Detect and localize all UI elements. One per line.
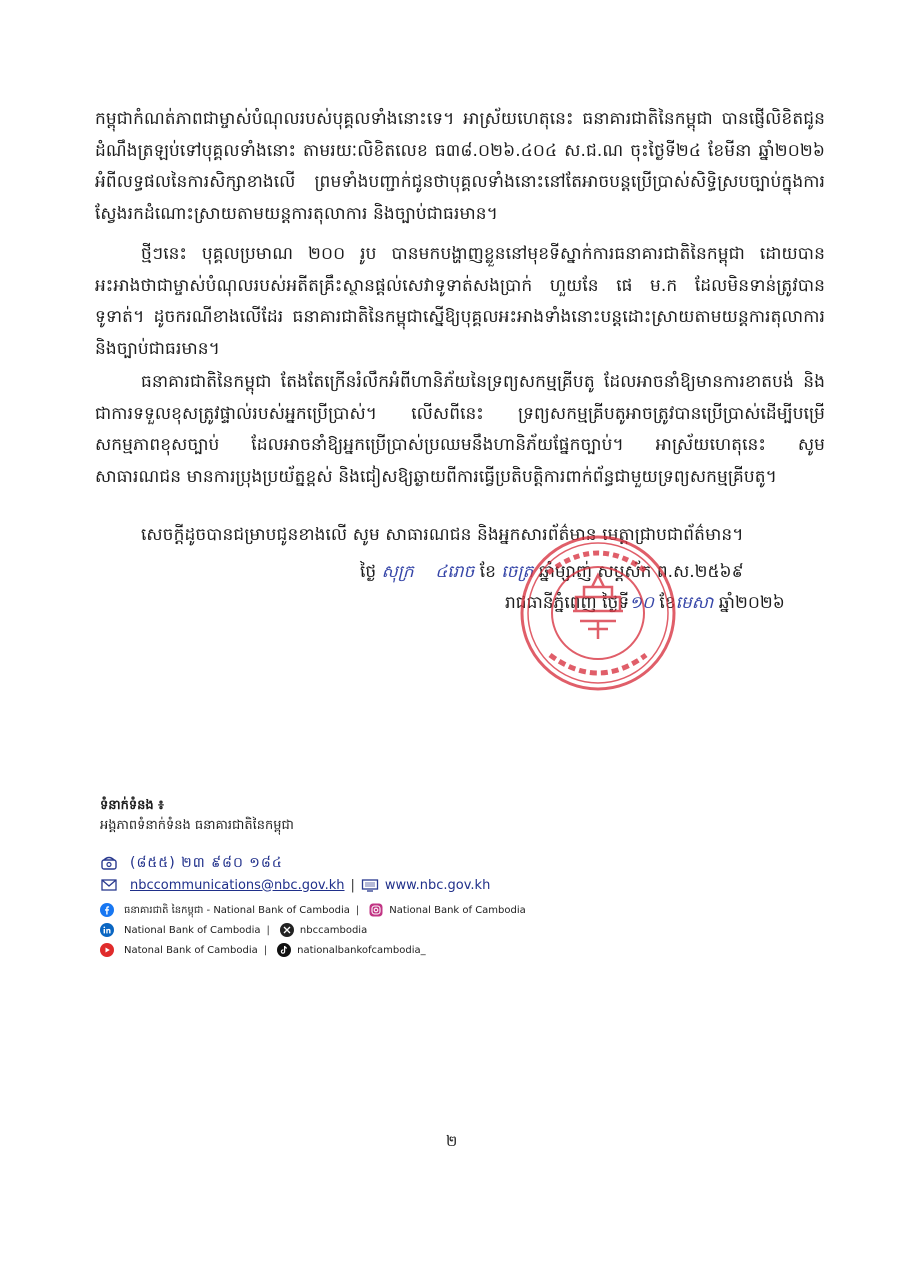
facebook-icon <box>100 903 114 917</box>
email-icon <box>100 876 118 894</box>
official-seal <box>518 533 678 693</box>
contact-block <box>100 796 660 960</box>
lunar-month-label: ខែ <box>479 562 496 582</box>
social-row-1 <box>100 900 660 920</box>
separator: | <box>350 877 355 893</box>
youtube-link[interactable]: Natonal Bank of Cambodia <box>124 944 258 956</box>
linkedin-link[interactable]: National Bank of Cambodia <box>124 924 261 936</box>
page-number: ២ <box>446 1132 458 1150</box>
solar-month-handwritten: មេសា <box>675 593 714 613</box>
x-icon <box>280 923 294 937</box>
phone-number[interactable]: (៨៥៥) ២៣ ៩៨០ ១៨៤ <box>130 854 283 871</box>
contact-organization: អង្គភាពទំនាក់ទំនង ធនាគារជាតិនៃកម្ពុជា <box>100 818 294 833</box>
instagram-link[interactable]: National Bank of Cambodia <box>389 904 526 916</box>
linkedin-icon <box>100 923 114 937</box>
social-row-2 <box>100 920 660 940</box>
phone-row <box>100 852 660 874</box>
lunar-date-prefix: ថ្ងៃ <box>360 562 377 582</box>
email-web-row <box>100 874 660 896</box>
paragraph-3: ធនាគារជាតិនៃកម្ពុជា តែងតែក្រើនរំលឹកអំពីហានិភ័យនៃទ្រព្យសកម្មគ្រីបតូ ដែលអាចនាំឱ្យមានការខាតបង់ និងជាការទទួលខុសត្រូវផ្ទាល់របស់អ្នកប្រើប្រាស់។ លើសពីនេះ ទ្រព្យសកម្មគ្រីបតូអាចត្រូវបានប្រើប្រាស់ដើម្បីបម្រើសកម្មភាពខុសច្បាប់ ដែលអាចនាំឱ្យអ្នកប្រើប្រាស់ប្រឈមនឹងហានិភ័យផ្នែកច្បាប់។ អាស្រ័យហេតុនេះ សូមសាធារណជន មានការប្រុងប្រយ័ត្នខ្ពស់ និងជៀសឱ្យឆ្ងាយពីការធ្វើប្រតិបត្តិការពាក់ព័ន្ធជាមួយទ្រព្យសកម្មគ្រីបតូ។ <box>95 372 825 487</box>
lunar-year: ឆ្នាំម្សាញ់ សប្តស័ក ព.ស.២៥៦៩ <box>538 562 744 582</box>
tiktok-link[interactable]: nationalbankofcambodia_ <box>297 944 426 956</box>
facebook-link[interactable]: ធនាគារជាតិ នៃកម្ពុជា - National Bank of Cambodia <box>124 904 350 916</box>
paragraph-2: ថ្មីៗនេះ បុគ្គលប្រមាណ ២០០ រូប បានមកបង្ហាញខ្លួននៅមុខទីស្នាក់ការធនាគារជាតិនៃកម្ពុជា ដោយបានអះអាងថាជាម្ចាស់បំណុលរបស់អតីតគ្រឹះស្ថានផ្តល់សេវាទូទាត់សងប្រាក់ ហួយនែ ផេ ម.ក ដែលមិនទាន់ត្រូវបានទូទាត់។ ដូចករណីខាងលើដែរ ធនាគារជាតិនៃកម្ពុជាស្នើឱ្យបុគ្គលអះអាងទាំងនោះបន្តដោះស្រាយតាមយន្តការតុលាការ និងច្បាប់ជាធរមាន។ <box>95 244 825 359</box>
contact-title: ទំនាក់ទំនង ៖ <box>100 798 164 813</box>
separator: | <box>355 904 360 916</box>
lunar-month-handwritten: ចេត្រ <box>501 562 534 582</box>
instagram-icon <box>369 903 383 917</box>
phone-icon <box>100 854 118 872</box>
email-link[interactable]: nbccommunications@nbc.gov.kh <box>130 877 345 893</box>
solar-year: ឆ្នាំ២០២៦ <box>718 593 785 613</box>
x-link[interactable]: nbccambodia <box>299 924 368 936</box>
solar-day-handwritten: ១០ <box>629 593 655 613</box>
social-row-3 <box>100 940 660 960</box>
paragraph-4: សេចក្តីដូចបានជម្រាបជូនខាងលើ សូម សាធារណជន និងអ្នកសារព័ត៌មាន មេត្តាជ្រាបជាព័ត៌មាន។ <box>141 525 744 545</box>
lunar-day-handwritten: សុក្រ <box>381 562 414 582</box>
website-link[interactable]: www.nbc.gov.kh <box>384 877 491 893</box>
solar-month-label: ខែ <box>659 593 676 613</box>
separator: | <box>263 944 268 956</box>
separator: | <box>266 924 270 936</box>
youtube-icon <box>100 943 114 957</box>
tiktok-icon <box>277 943 291 957</box>
solar-date-prefix: រាជធានីភ្នំពេញ ថ្ងៃទី <box>505 593 630 613</box>
lunar-mid-handwritten: ៤រោច <box>435 562 475 582</box>
paragraph-1: កម្ពុជាកំណត់ភាពជាម្ចាស់បំណុលរបស់បុគ្គលទាំងនោះទេ។ អាស្រ័យហេតុនេះ ធនាគារជាតិនៃកម្ពុជា បានផ្ញើលិខិតជូនដំណឹងត្រឡប់ទៅបុគ្គលទាំងនោះ តាមរយៈលិខិតលេខ ធ៣៨.០២៦.៤០៤ ស.ជ.ណ ចុះថ្ងៃទី២៤ ខែមីនា ឆ្នាំ២០២៦ អំពីលទ្ធផលនៃការសិក្សាខាងលើ ព្រមទាំងបញ្ជាក់ជូនថាបុគ្គលទាំងនោះនៅតែអាចបន្តប្រើប្រាស់សិទ្ធិស្របច្បាប់ក្នុងការស្វែងរកដំណោះស្រាយតាមយន្តការតុលាការ និងច្បាប់ជាធរមាន។ <box>95 109 825 224</box>
website-icon <box>361 876 379 894</box>
